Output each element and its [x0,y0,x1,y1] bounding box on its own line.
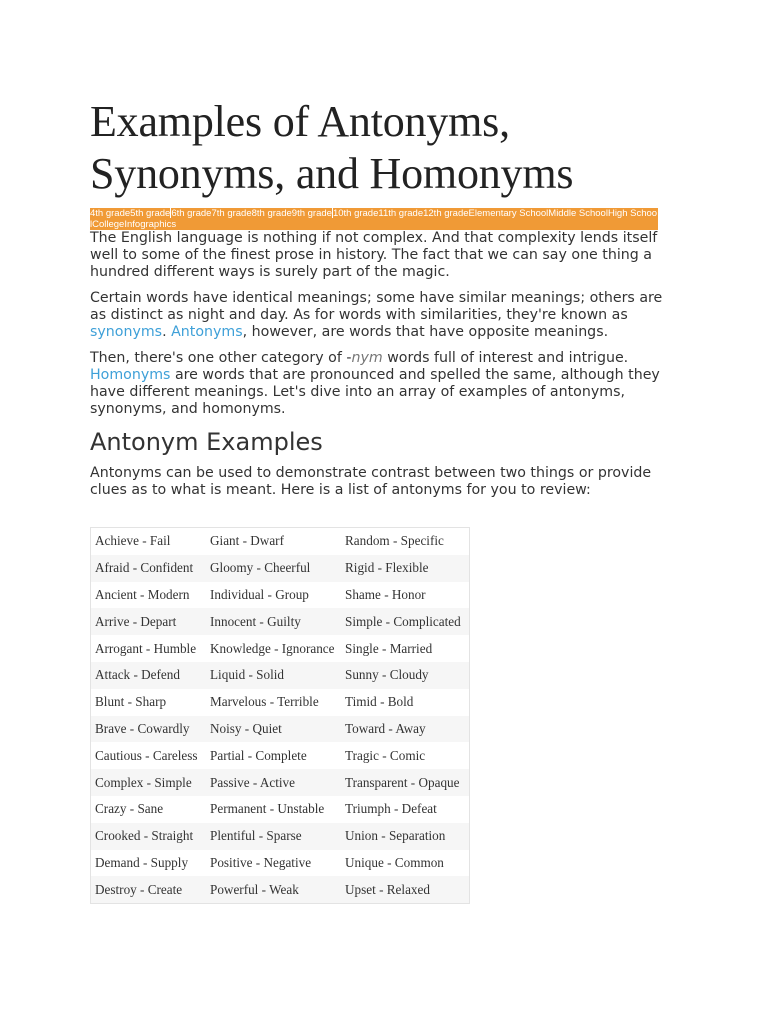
antonym-pair-cell: Arrogant - Humble [95,640,197,656]
antonym-pair-cell: Positive - Negative [210,854,312,870]
grade-tag[interactable]: 7th grade [211,208,252,219]
table-row [91,796,470,823]
antonym-pair-cell: Giant - Dwarf [210,533,284,549]
antonym-pair-cell: Tragic - Comic [345,747,426,763]
nym-emphasis: nym [351,350,383,366]
grade-tag[interactable]: Middle School [548,208,608,219]
antonym-pair-cell: Transparent - Opaque [341,769,470,796]
antonym-pair-cell: Random - Specific [345,533,444,549]
table-row [91,689,470,716]
antonym-pair-cell: Complex - Simple [91,769,207,796]
grade-tags [90,208,658,230]
grade-tag[interactable]: High School [90,208,658,230]
antonym-pair-cell: Individual - Group [210,586,309,602]
antonym-pair-cell: Ancient - Modern [95,586,190,602]
antonym-pair-cell: Arrive - Depart [91,608,207,635]
page-title: Examples of Antonyms, Synonyms, and Homonyms [90,97,574,198]
article [90,96,680,904]
intro-p2-text-before: Certain words have identical meanings; some have similar meanings; others are as distinct as night and day. As for words with similarities, they're known as [90,290,663,323]
table-row [91,742,470,769]
antonym-pair-cell: Destroy - Create [91,876,207,903]
antonym-pair-cell: Triumph - Defeat [345,801,437,817]
antonym-pair-cell: Gloomy - Cheerful [206,555,341,582]
table-row [91,608,470,635]
antonym-pair-cell: Blunt - Sharp [95,694,167,710]
table-row [91,635,470,662]
intro-paragraph-1: The English language is nothing if not complex. And that complexity lends itself well to some of the finest prose in history. The fact that we can say one thing a hundred different ways is surely part of the magic. [90,230,658,280]
synonyms-link[interactable]: synonyms [90,324,163,340]
grade-tag[interactable]: Elementary School [468,208,549,219]
intro-p2-text-mid: . [162,324,172,340]
table-row [91,528,470,555]
table-row [91,769,470,796]
antonym-pair-cell: Plentiful - Sparse [206,823,341,850]
antonym-pair-cell: Toward - Away [341,716,470,743]
grade-tag[interactable]: College [92,219,125,230]
antonym-pair-cell: Crooked - Straight [91,823,207,850]
antonym-pair-cell: Attack - Defend [91,662,207,689]
intro-p3-text-mid: words full of interest and intrigue. [382,350,629,366]
antonym-pair-cell: Passive - Active [206,769,341,796]
antonym-pair-cell: Shame - Honor [345,586,426,602]
grade-tag[interactable]: 6th grade [171,208,212,219]
grade-tag[interactable]: Infographics [124,219,177,230]
antonym-pair-cell: Unique - Common [345,854,444,870]
antonym-pair-cell: Cautious - Careless [95,747,198,763]
grade-tag[interactable]: 11th grade [378,208,424,219]
table-row [91,876,470,903]
intro-paragraph-2 [90,290,680,341]
antonym-pair-cell: Simple - Complicated [341,608,470,635]
antonym-pair-cell: Partial - Complete [210,747,307,763]
antonym-pair-cell: Rigid - Flexible [341,555,470,582]
grade-tag[interactable]: 10th grade [332,208,379,219]
antonym-pair-cell: Single - Married [345,640,433,656]
grade-tag[interactable]: 8th grade [251,208,292,219]
grade-tag[interactable]: 5th grade [130,208,171,219]
antonym-pair-cell: Liquid - Solid [206,662,341,689]
table-row [91,662,470,689]
grade-tag[interactable]: 12th grade [423,208,469,219]
antonym-pair-cell: Achieve - Fail [95,533,171,549]
antonym-pair-cell: Powerful - Weak [206,876,341,903]
table-row [91,850,470,877]
antonyms-table [90,527,470,904]
antonym-pair-cell: Crazy - Sane [95,801,164,817]
intro-p2-text-after: , however, are words that have opposite meanings. [242,324,609,340]
antonyms-link[interactable]: Antonyms [171,324,243,340]
antonym-examples-intro: Antonyms can be used to demonstrate contrast between two things or provide clues as to what is meant. Here is a list of antonyms for you to review: [90,465,652,498]
intro-p3-text-after: are words that are pronounced and spelled the same, although they have different meanings. Let's dive into an array of examples of antonyms, synonyms, and homonyms. [90,367,660,417]
antonym-pair-cell: Afraid - Confident [91,555,207,582]
table-row [91,716,470,743]
intro-p3-text-before: Then, there's one other category of - [90,350,352,366]
antonym-examples-heading: Antonym Examples [90,428,323,456]
antonym-pair-cell: Union - Separation [341,823,470,850]
antonym-pair-cell: Innocent - Guilty [206,608,341,635]
antonym-pair-cell: Upset - Relaxed [341,876,470,903]
grade-tag[interactable]: 4th grade [90,208,131,219]
table-row [91,823,470,850]
antonym-pair-cell: Timid - Bold [345,694,414,710]
homonyms-link[interactable]: Homonyms [90,367,171,383]
antonym-pair-cell: Permanent - Unstable [210,801,325,817]
intro-paragraph-3 [90,350,680,418]
table-row [91,582,470,609]
antonym-pair-cell: Knowledge - Ignorance [210,640,335,656]
table-row [91,555,470,582]
antonym-pair-cell: Sunny - Cloudy [341,662,470,689]
antonym-pair-cell: Marvelous - Terrible [210,694,319,710]
antonym-pair-cell: Demand - Supply [95,854,189,870]
grade-tag[interactable]: 9th grade [291,208,332,219]
antonym-pair-cell: Brave - Cowardly [91,716,207,743]
antonym-pair-cell: Noisy - Quiet [206,716,341,743]
